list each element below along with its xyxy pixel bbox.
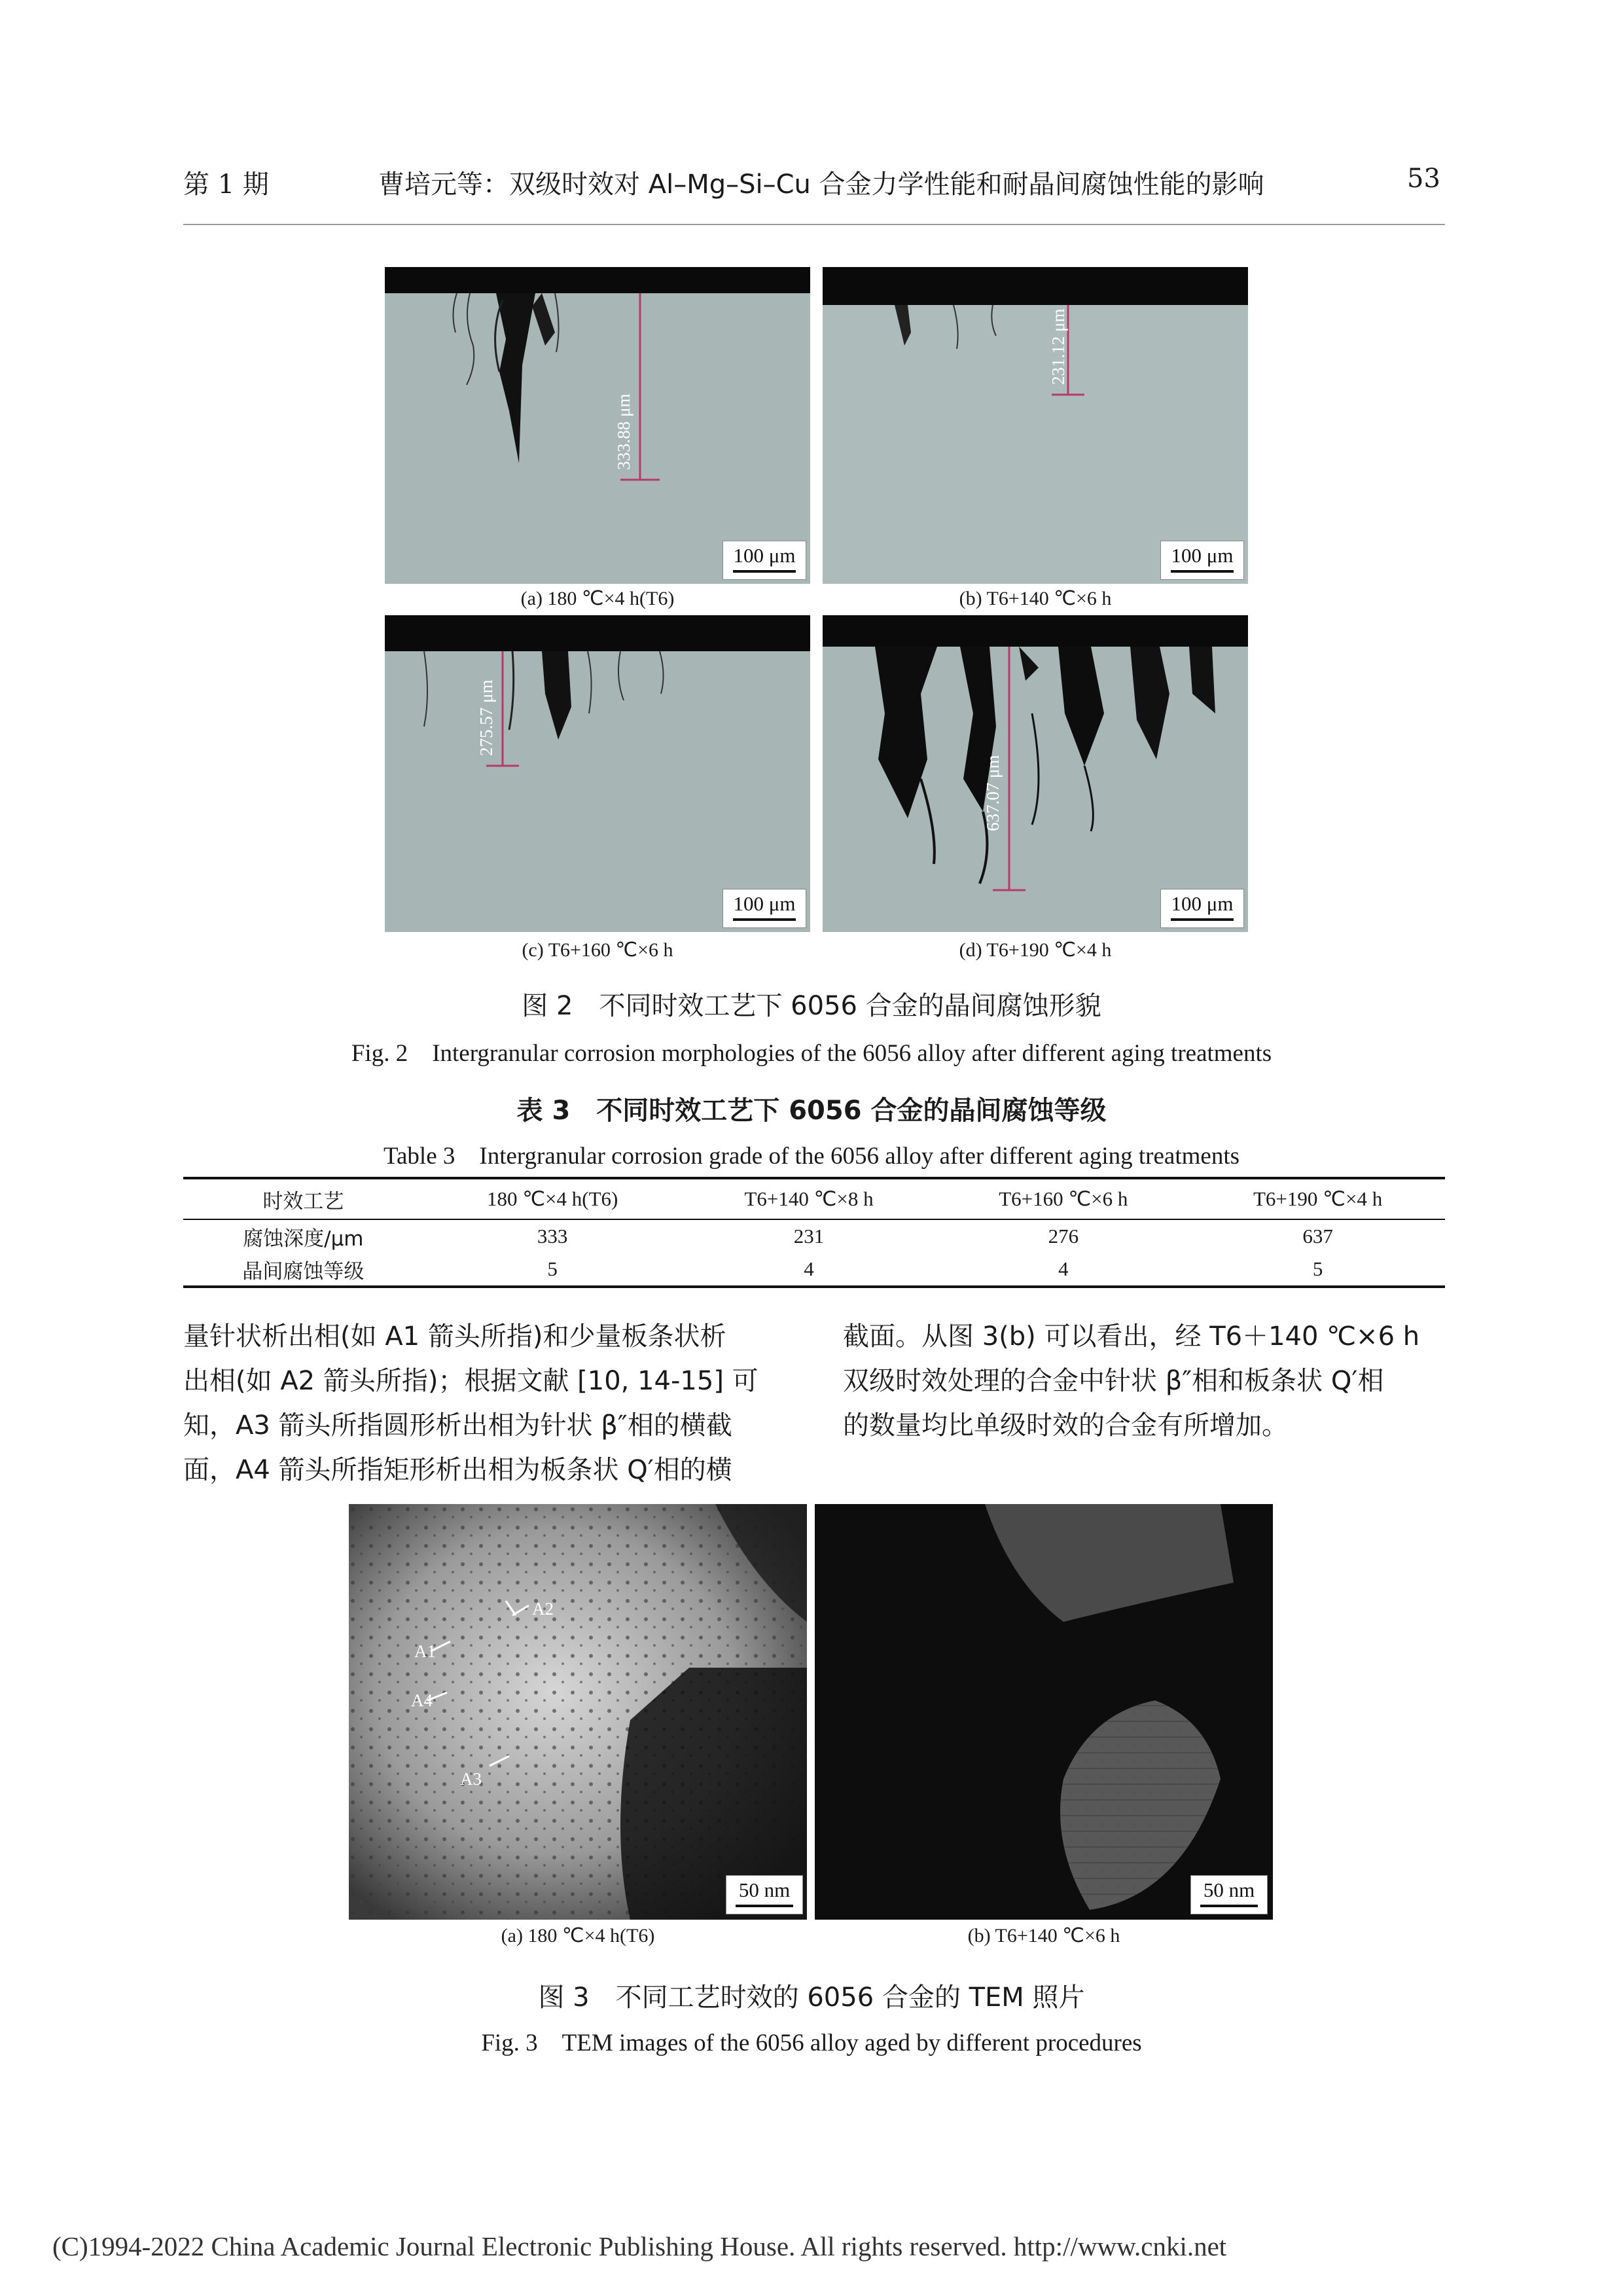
fig2-d-scale-bar: 100 μm bbox=[1160, 889, 1244, 928]
arrow-label-a3: A3 bbox=[460, 1769, 482, 1789]
fig2-c-depth-label: 275.57 μm bbox=[476, 679, 496, 756]
body-line: 知，A3 箭头所指圆形析出相为针状 β″相的横截 bbox=[183, 1410, 732, 1441]
fig2-a-caption: (a) 180 ℃×4 h(T6) bbox=[520, 588, 675, 609]
header-rule bbox=[183, 224, 1445, 225]
table-cell: 晶间腐蚀等级 bbox=[183, 1253, 423, 1287]
copyright-footer: (C)1994-2022 China Academic Journal Electronic Publishing House. All rights reserved. http://www.cnki.net bbox=[52, 2231, 1227, 2261]
fig2-b-scale-bar: 100 μm bbox=[1160, 541, 1244, 580]
fig2-d-depth-label: 637.07 μm bbox=[983, 755, 1003, 831]
table-row bbox=[183, 1219, 1445, 1253]
body-line: 出相(如 A2 箭头所指)；根据文献 [10, 14-15] 可 bbox=[183, 1366, 758, 1396]
fig2-panel-b-image bbox=[823, 267, 1248, 584]
fig2-a-scale-bar: 100 μm bbox=[722, 541, 806, 580]
fig2-b-caption: (b) T6+140 ℃×6 h bbox=[959, 588, 1112, 609]
fig2-c-caption: (c) T6+160 ℃×6 h bbox=[522, 939, 673, 961]
body-line: 量针状析出相(如 A1 箭头所指)和少量板条状析 bbox=[183, 1321, 726, 1352]
table3-title-cn: 表 3 不同时效工艺下 6056 合金的晶间腐蚀等级 bbox=[516, 1096, 1107, 1126]
body-left-column bbox=[183, 1314, 785, 1492]
fig3-b-caption: (b) T6+140 ℃×6 h bbox=[967, 1925, 1120, 1946]
fig2-b-depth-label: 231.12 μm bbox=[1048, 308, 1068, 385]
fig3-b-scale-bar: 50 nm bbox=[1190, 1875, 1268, 1914]
table-cell: 637 bbox=[1302, 1225, 1333, 1247]
body-line: 的数量均比单级时效的合金有所增加。 bbox=[843, 1410, 1288, 1441]
table-header-row bbox=[183, 1178, 1445, 1219]
table-header-cell: 时效工艺 bbox=[183, 1178, 423, 1219]
body-line: 面，A4 箭头所指矩形析出相为板条状 Q′相的横 bbox=[183, 1455, 732, 1485]
fig3-a-scale-bar: 50 nm bbox=[726, 1875, 803, 1914]
fig3-title-cn: 图 3 不同工艺时效的 6056 合金的 TEM 照片 bbox=[538, 1982, 1085, 2013]
table-header-cell: T6+160 ℃×6 h bbox=[936, 1178, 1190, 1219]
page-number: 53 bbox=[1407, 164, 1440, 194]
running-title: 曹培元等：双级时效对 Al–Mg–Si–Cu 合金力学性能和耐晶间腐蚀性能的影响 bbox=[378, 170, 1264, 200]
fig2-a-depth-label: 333.88 μm bbox=[614, 393, 633, 470]
body-right-column bbox=[843, 1314, 1445, 1448]
fig2-panel-d-image bbox=[823, 615, 1248, 932]
issue-number: 第 1 期 bbox=[183, 170, 269, 200]
table-cell: 333 bbox=[537, 1225, 568, 1247]
fig3-a-caption: (a) 180 ℃×4 h(T6) bbox=[501, 1925, 655, 1946]
body-line: 截面。从图 3(b) 可以看出，经 T6＋140 ℃×6 h bbox=[843, 1321, 1420, 1352]
table-header-cell: T6+140 ℃×8 h bbox=[682, 1178, 936, 1219]
table-header-cell: T6+190 ℃×4 h bbox=[1190, 1178, 1445, 1219]
table-cell: 腐蚀深度/μm bbox=[243, 1227, 364, 1251]
body-line: 双级时效处理的合金中针状 β″相和板条状 Q′相 bbox=[843, 1366, 1384, 1396]
fig3-panel-b-image bbox=[815, 1504, 1273, 1920]
arrow-label-a2: A2 bbox=[532, 1599, 554, 1619]
table-cell: 5 bbox=[423, 1253, 682, 1287]
arrow-label-a4: A4 bbox=[411, 1691, 433, 1710]
table-cell: 4 bbox=[936, 1253, 1190, 1287]
arrow-label-a1: A1 bbox=[414, 1641, 436, 1661]
fig2-panel-c-image bbox=[385, 615, 810, 932]
table-cell: 5 bbox=[1190, 1253, 1445, 1287]
fig3-panel-a-image bbox=[349, 1504, 807, 1920]
fig2-title-en: Fig. 2 Intergranular corrosion morphologies of the 6056 alloy after different aging treatments bbox=[351, 1040, 1272, 1067]
fig2-d-caption: (d) T6+190 ℃×4 h bbox=[959, 939, 1112, 961]
table-cell: 4 bbox=[682, 1253, 936, 1287]
fig2-panel-a-image bbox=[385, 267, 810, 584]
table-header-cell: 180 ℃×4 h(T6) bbox=[423, 1178, 682, 1219]
fig2-title-cn: 图 2 不同时效工艺下 6056 合金的晶间腐蚀形貌 bbox=[522, 991, 1101, 1021]
table-cell: 231 bbox=[793, 1225, 825, 1247]
table3-title-en: Table 3 Intergranular corrosion grade of the 6056 alloy after different aging treatments bbox=[383, 1143, 1240, 1170]
fig2-c-scale-bar: 100 μm bbox=[722, 889, 806, 928]
fig3-title-en: Fig. 3 TEM images of the 6056 alloy aged by different procedures bbox=[481, 2030, 1142, 2056]
table-cell: 276 bbox=[1048, 1225, 1079, 1247]
table3 bbox=[183, 1177, 1445, 1288]
table-row bbox=[183, 1253, 1445, 1287]
